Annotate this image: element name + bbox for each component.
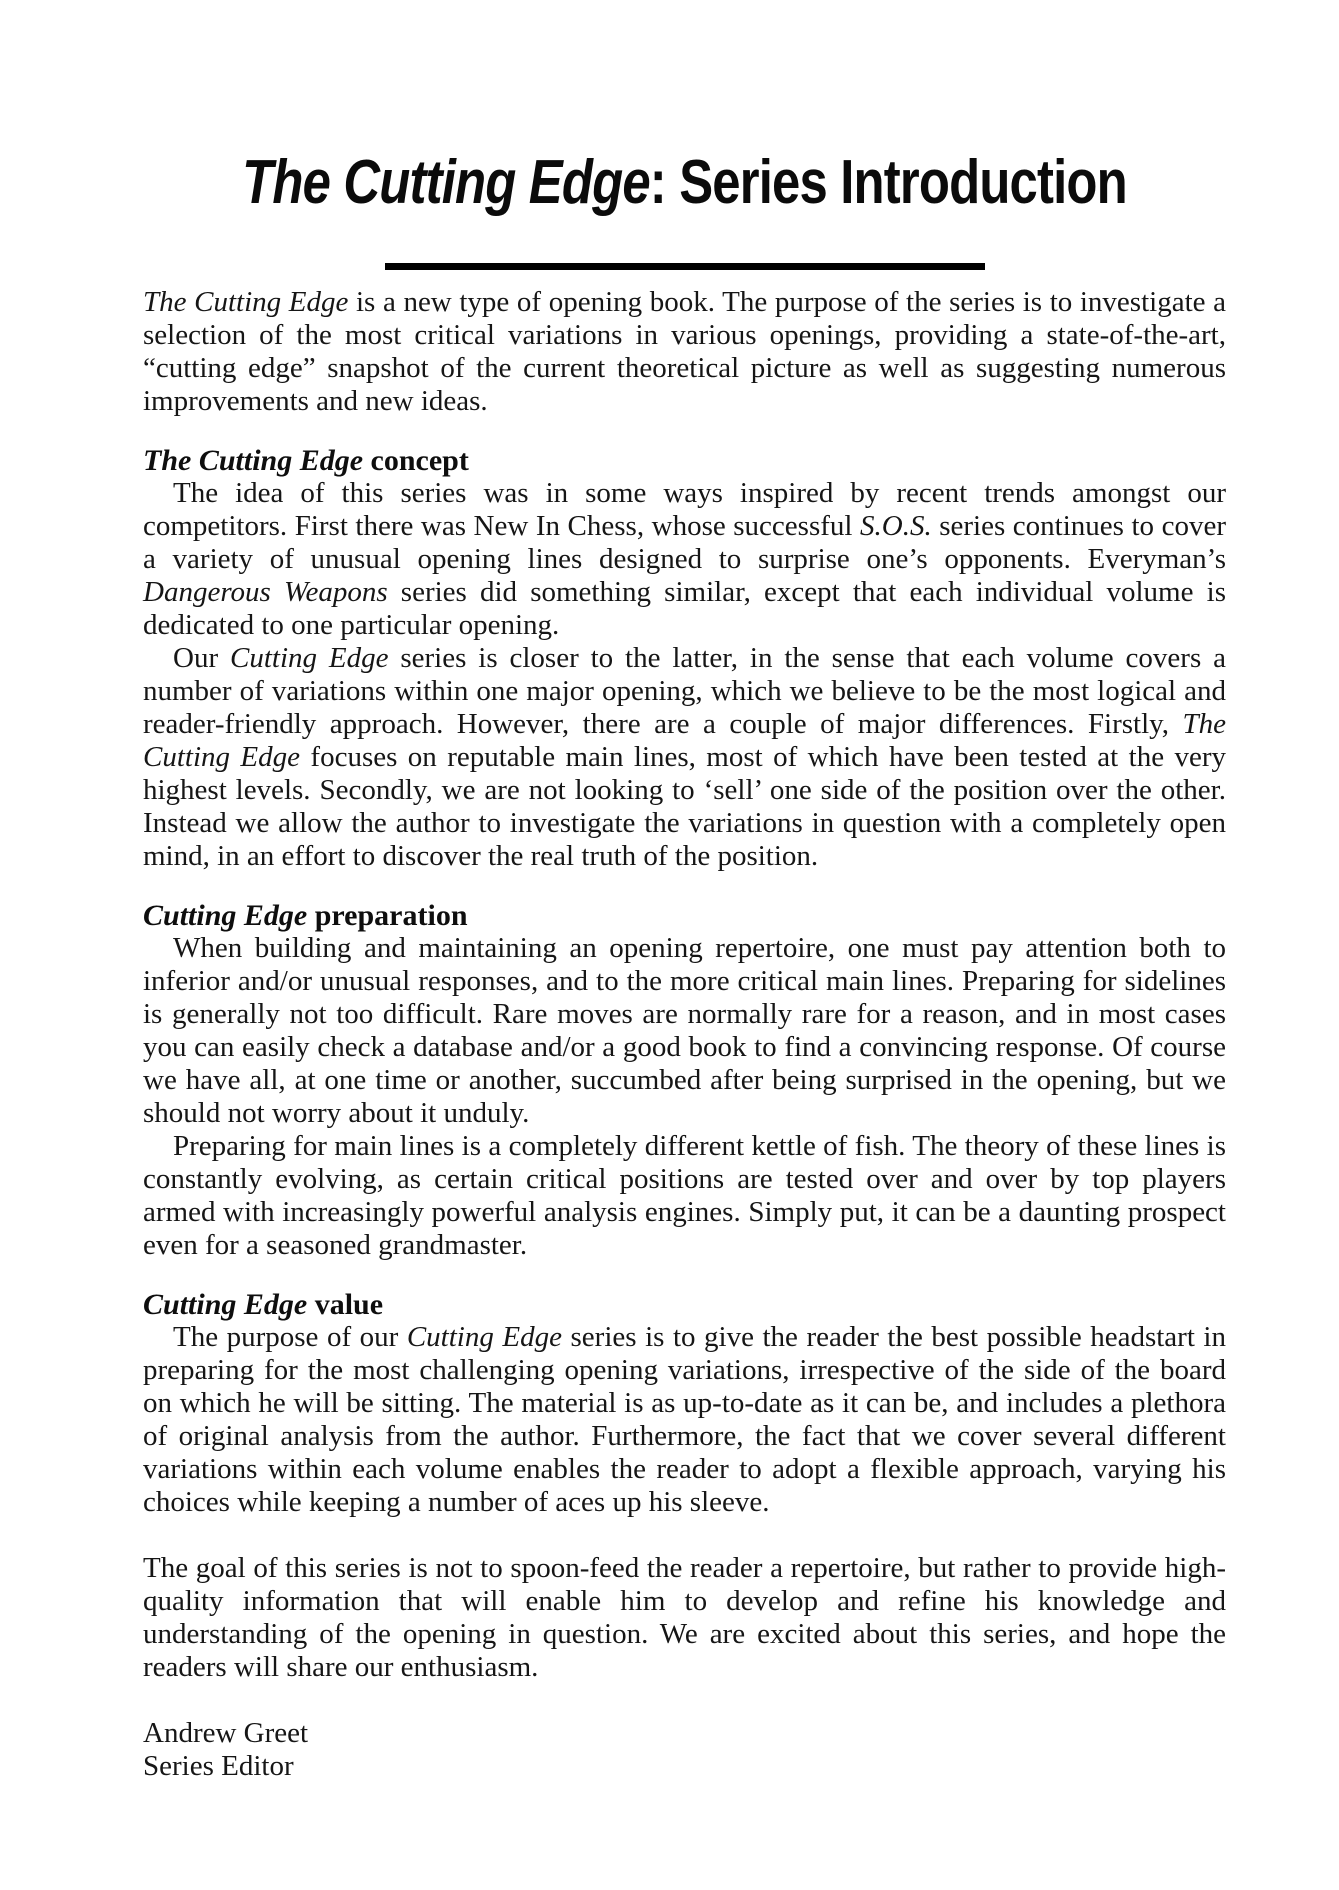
italic-text-run: Dangerous Weapons [143, 576, 388, 609]
signature-name: Andrew Greet [143, 1717, 309, 1750]
intro-paragraph [143, 286, 1226, 418]
text-run: The purpose of our [173, 1321, 407, 1354]
signature-block [143, 1717, 1226, 1783]
heading-italic-part: Cutting Edge [143, 1288, 308, 1322]
italic-text-run: S.O.S. [860, 510, 932, 543]
section-heading-value [143, 1288, 1226, 1321]
page-title [143, 147, 1226, 218]
page-body [143, 286, 1226, 1783]
heading-italic-part: The Cutting Edge [143, 444, 364, 478]
page-title-text [242, 147, 1127, 218]
text-run: The goal of this series is not to spoon-feed the reader a repertoire, but rather to provide high-quality information that will enable him to develop and refine his knowledge and understanding of the opening in question. We are excited about this series, and hope the readers will share our enthusiasm. [143, 1552, 1226, 1684]
paragraph-concept-1 [143, 477, 1226, 642]
paragraph-concept-2 [143, 642, 1226, 873]
italic-text-run: The Cutting Edge [143, 286, 349, 319]
heading-regular-part: value [307, 1288, 384, 1322]
text-run: is a new type of opening book. The purpose of the series is to investigate a selection of the most critical variations in various openings, providing a state-of-the-art, “cutting edge” snapshot of the current theoretical picture as well as suggesting numerous improvements and new ideas. [143, 286, 1227, 418]
text-run: Our [173, 642, 230, 675]
heading-regular-part: concept [363, 444, 469, 478]
paragraph-preparation-1 [143, 932, 1226, 1130]
signature-role: Series Editor [143, 1750, 294, 1783]
text-run: series is to give the reader the best possible headstart in preparing for the most challenging opening variations, irrespective of the side of the board on which he will be sitting. The material is as up-to-date as it can be, and includes a plethora of original analysis from the author. Furthermore, the fact that we cover several different variations within each volume enables the reader to adopt a flexible approach, varying his choices while keeping a number of aces up his sleeve. [143, 1321, 1226, 1519]
text-run: series continues to cover a variety of unusual opening lines designed to surprise one’s opponents. Everyman’s [143, 510, 1226, 576]
text-run: When building and maintaining an opening repertoire, one must pay attention both to inferior and/or unusual responses, and to the more critical main lines. Preparing for sidelines is generally not too difficult. Rare moves are normally rare for a reason, and in most cases you can easily check a database and/or a good book to find a convincing response. Of course we have all, at one time or another, succumbed after being surprised in the opening, but we should not worry about it unduly. [143, 932, 1226, 1130]
paragraph-preparation-2 [143, 1130, 1226, 1262]
title-italic-part: The Cutting Edge [242, 148, 650, 217]
heading-regular-part: preparation [307, 899, 468, 933]
title-divider [385, 263, 985, 270]
text-run: The idea of this series was in some ways inspired by recent trends amongst our competitors. First there was New In Chess, whose successful [143, 477, 1226, 543]
section-heading-concept [143, 444, 1226, 477]
text-run: series is closer to the latter, in the sense that each volume covers a number of variations within one major opening, which we believe to be the most logical and reader-friendly approach. However, there are a couple of major differences. Firstly, [143, 642, 1226, 741]
title-regular-part: : Series Introduction [649, 148, 1127, 217]
italic-text-run: Cutting Edge [406, 1321, 562, 1354]
paragraph-value-1 [143, 1321, 1226, 1519]
heading-italic-part: Cutting Edge [143, 899, 308, 933]
text-run: Preparing for main lines is a completely different kettle of fish. The theory of these lines is constantly evolving, as certain critical positions are tested over and over by top players armed with increasingly powerful analysis engines. Simply put, it can be a daunting prospect even for a seasoned grandmaster. [143, 1130, 1226, 1262]
italic-text-run: Cutting Edge [229, 642, 389, 675]
section-heading-preparation [143, 899, 1226, 932]
text-run: series did something similar, except that each individual volume is dedicated to one particular opening. [143, 576, 1226, 642]
closing-paragraph [143, 1552, 1226, 1684]
italic-text-run: The Cutting Edge [143, 708, 1226, 774]
text-run: focuses on reputable main lines, most of which have been tested at the very highest levels. Secondly, we are not looking to ‘sell’ one side of the position over the other. Instead we allow the author to investigate the variations in question with a completely open mind, in an effort to discover the real truth of the position. [143, 741, 1226, 873]
